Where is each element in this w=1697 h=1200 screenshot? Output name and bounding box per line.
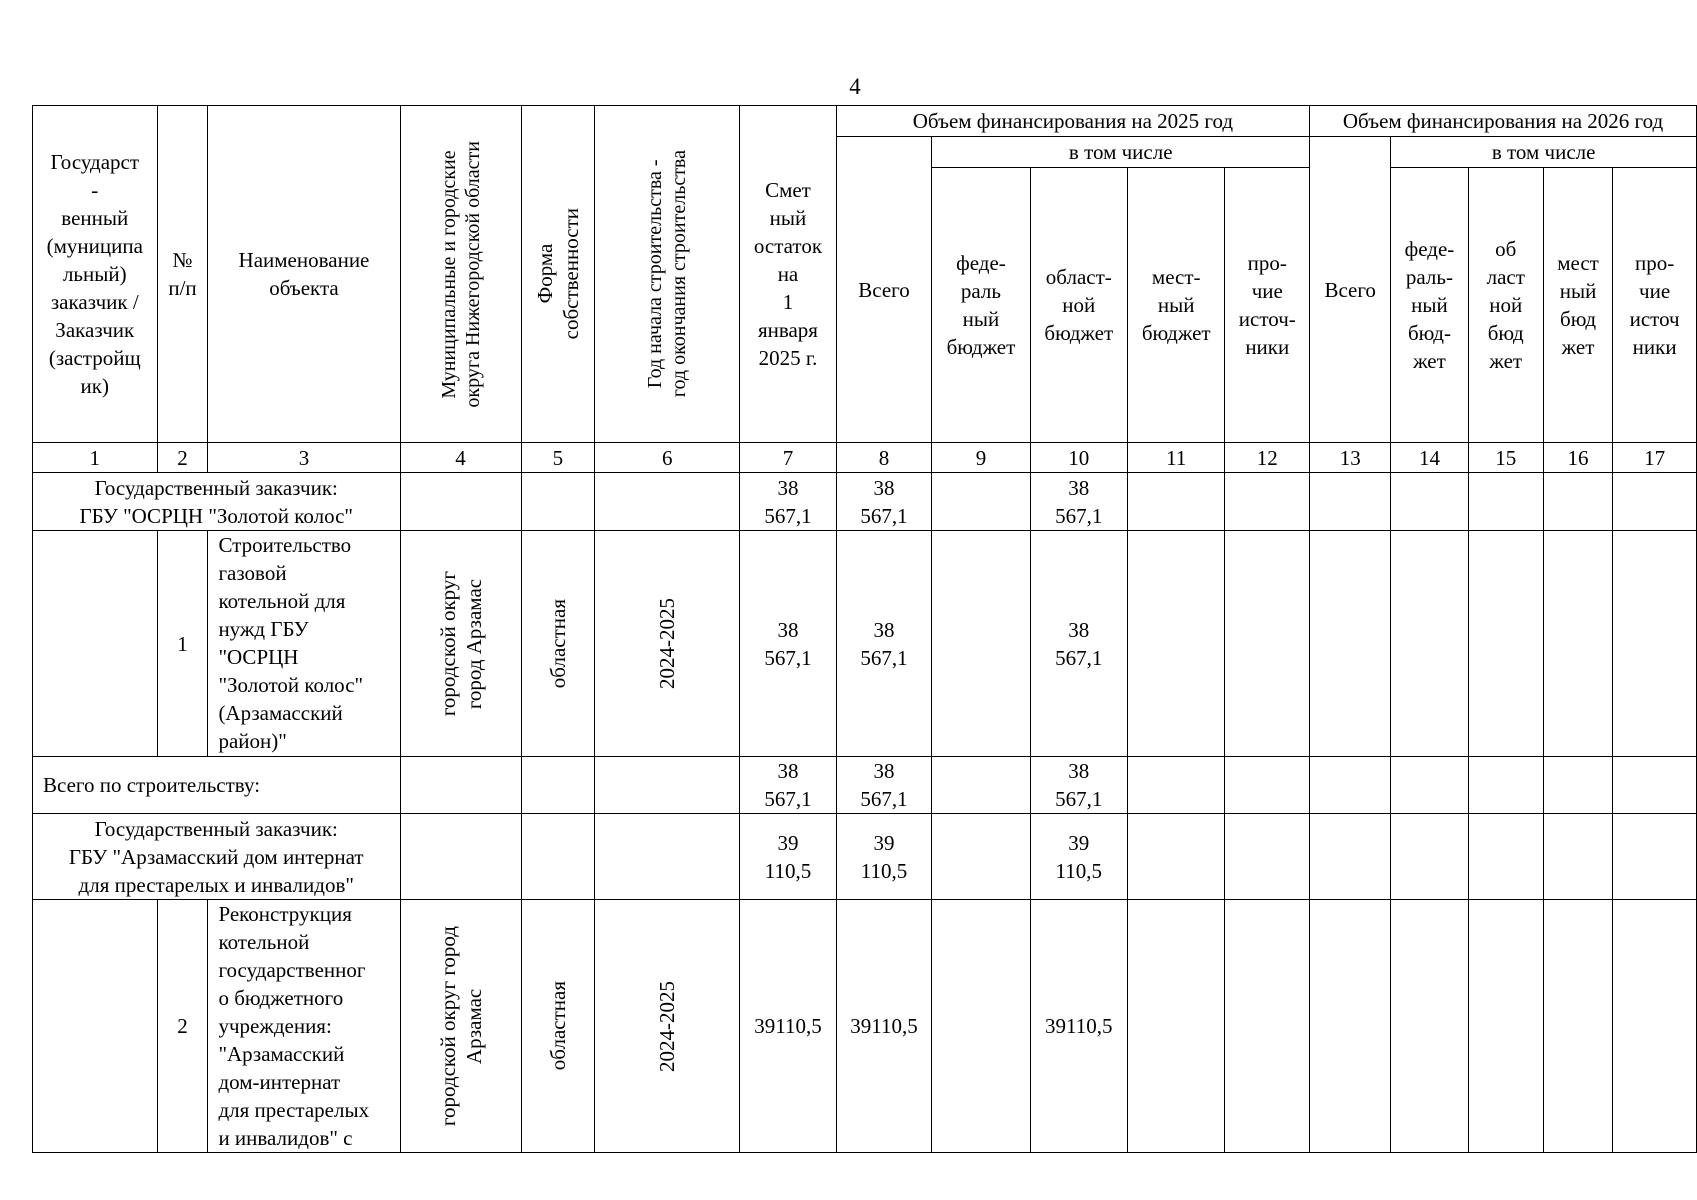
table-row-object — [33, 531, 1697, 757]
header-years — [595, 106, 740, 443]
empty-cell — [932, 814, 1030, 900]
municipality-text: городской округ город Арзамас — [435, 925, 486, 1127]
empty-cell — [595, 473, 740, 531]
municipality-cell — [400, 900, 521, 1153]
header-object-name: Наименование объекта — [208, 106, 400, 443]
column-number: 9 — [932, 443, 1030, 473]
row-number: 1 — [157, 531, 208, 757]
customer-label: Государственный заказчик: ГБУ "Арзамасский дом интернат для престарелых и инвалидов" — [33, 814, 401, 900]
municipality-cell — [400, 531, 521, 757]
empty-cell — [1310, 531, 1391, 757]
regional-2025-cell: 38 567,1 — [1030, 473, 1127, 531]
empty-cell — [1468, 814, 1543, 900]
header-funding-2026: Объем финансирования на 2026 год — [1310, 106, 1697, 137]
table-row-customer — [33, 814, 1697, 900]
years-cell — [595, 531, 740, 757]
empty-cell — [1128, 900, 1225, 1153]
empty-cell — [1225, 757, 1310, 814]
header-municipality-text: Муниципальные и городские округа Нижегородской области — [437, 140, 484, 408]
empty-cell — [1613, 473, 1697, 531]
empty-cell — [1391, 900, 1468, 1153]
header-federal-2025: феде- раль ный бюджет — [932, 168, 1030, 443]
empty-cell — [1128, 473, 1225, 531]
header-regional-2025: област- ной бюджет — [1030, 168, 1127, 443]
empty-cell — [932, 757, 1030, 814]
empty-cell — [400, 473, 521, 531]
header-years-text: Год начала строительства - год окончания строительства — [644, 150, 691, 398]
total-2025-cell: 39110,5 — [836, 900, 932, 1153]
regional-2025-cell: 38 567,1 — [1030, 757, 1127, 814]
empty-cell — [400, 757, 521, 814]
empty-cell — [1391, 814, 1468, 900]
empty-cell — [1310, 814, 1391, 900]
empty-cell — [1391, 531, 1468, 757]
empty-cell — [595, 814, 740, 900]
empty-cell — [1613, 531, 1697, 757]
column-number: 16 — [1543, 443, 1612, 473]
header-local-2025: мест- ный бюджет — [1128, 168, 1225, 443]
header-num: № п/п — [157, 106, 208, 443]
column-number: 5 — [521, 443, 595, 473]
object-name: Реконструкция котельной государственног о бюджетного учреждения: "Арзамасский дом-интернат для престарелых и инвалидов" с — [208, 900, 400, 1153]
empty-cell — [1310, 757, 1391, 814]
total-label: Всего по строительству: — [33, 757, 401, 814]
empty-cell — [1543, 900, 1612, 1153]
table-row-customer — [33, 473, 1697, 531]
column-number: 13 — [1310, 443, 1391, 473]
page-number: 4 — [849, 74, 861, 99]
header-federal-2026: феде- раль- ный бюд- жет — [1391, 168, 1468, 443]
column-number: 11 — [1128, 443, 1225, 473]
empty-cell — [932, 473, 1030, 531]
column-number: 6 — [595, 443, 740, 473]
empty-cell — [1310, 473, 1391, 531]
total-2025-cell: 39 110,5 — [836, 814, 932, 900]
header-other-2025: про- чие источ- ники — [1225, 168, 1310, 443]
empty-cell — [1543, 473, 1612, 531]
column-numbers-row — [33, 443, 1697, 473]
empty-cell — [1468, 473, 1543, 531]
empty-cell — [1128, 814, 1225, 900]
empty-cell — [1468, 900, 1543, 1153]
empty-cell — [521, 757, 595, 814]
column-number: 7 — [740, 443, 837, 473]
empty-cell — [1468, 531, 1543, 757]
header-funding-2025: Объем финансирования на 2025 год — [836, 106, 1309, 137]
column-number: 15 — [1468, 443, 1543, 473]
column-number: 3 — [208, 443, 400, 473]
estimate-cell: 39 110,5 — [740, 814, 837, 900]
estimate-cell: 39110,5 — [740, 900, 837, 1153]
empty-cell — [1225, 531, 1310, 757]
empty-cell — [521, 814, 595, 900]
investment-table — [32, 105, 1697, 1153]
estimate-cell: 38 567,1 — [740, 531, 837, 757]
column-number: 1 — [33, 443, 158, 473]
column-number: 8 — [836, 443, 932, 473]
ownership-cell — [521, 531, 595, 757]
empty-cell — [1468, 757, 1543, 814]
header-total-2026: Всего — [1310, 137, 1391, 443]
empty-cell — [1391, 473, 1468, 531]
empty-cell — [1543, 814, 1612, 900]
empty-cell — [1225, 473, 1310, 531]
regional-2025-cell: 39110,5 — [1030, 900, 1127, 1153]
empty-cell — [33, 900, 158, 1153]
object-name: Строительство газовой котельной для нужд ГБУ "ОСРЦН "Золотой колос" (Арзамасский район)" — [208, 531, 400, 757]
header-estimate: Смет ный остаток на 1 января 2025 г. — [740, 106, 837, 443]
empty-cell — [33, 531, 158, 757]
table-row-object — [33, 900, 1697, 1153]
header-including-2026: в том числе — [1391, 137, 1697, 168]
column-number: 14 — [1391, 443, 1468, 473]
column-number: 10 — [1030, 443, 1127, 473]
ownership-text: областная — [545, 598, 570, 689]
total-2025-cell: 38 567,1 — [836, 757, 932, 814]
total-2025-cell: 38 567,1 — [836, 473, 932, 531]
ownership-text: областная — [545, 981, 570, 1071]
empty-cell — [1391, 757, 1468, 814]
empty-cell — [1543, 757, 1612, 814]
header-regional-2026: об ласт ной бюд жет — [1468, 168, 1543, 443]
empty-cell — [1543, 531, 1612, 757]
header-including-2025: в том числе — [932, 137, 1310, 168]
empty-cell — [1128, 757, 1225, 814]
estimate-cell: 38 567,1 — [740, 473, 837, 531]
years-cell — [595, 900, 740, 1153]
empty-cell — [400, 814, 521, 900]
header-municipality — [400, 106, 521, 443]
header-ownership — [521, 106, 595, 443]
empty-cell — [1613, 814, 1697, 900]
regional-2025-cell: 38 567,1 — [1030, 531, 1127, 757]
empty-cell — [1128, 531, 1225, 757]
column-number: 12 — [1225, 443, 1310, 473]
header-ownership-text: Форма собственности — [532, 208, 583, 340]
years-text: 2024-2025 — [655, 598, 680, 689]
column-number: 4 — [400, 443, 521, 473]
header-row-1 — [33, 106, 1697, 137]
header-total-2025: Всего — [836, 137, 932, 443]
ownership-cell — [521, 900, 595, 1153]
years-text: 2024-2025 — [655, 980, 680, 1072]
header-customer: Государст - венный (муниципа льный) заказчик / Заказчик (застройщ ик) — [33, 106, 158, 443]
header-other-2026: про- чие источ ники — [1613, 168, 1697, 443]
empty-cell — [932, 531, 1030, 757]
empty-cell — [1225, 814, 1310, 900]
regional-2025-cell: 39 110,5 — [1030, 814, 1127, 900]
total-2025-cell: 38 567,1 — [836, 531, 932, 757]
empty-cell — [1310, 900, 1391, 1153]
column-number: 2 — [157, 443, 208, 473]
header-local-2026: мест ный бюд жет — [1543, 168, 1612, 443]
estimate-cell: 38 567,1 — [740, 757, 837, 814]
empty-cell — [595, 757, 740, 814]
municipality-text: городской округ город Арзамас — [435, 570, 486, 717]
row-number: 2 — [157, 900, 208, 1153]
customer-label: Государственный заказчик: ГБУ "ОСРЦН "Золотой колос" — [33, 473, 401, 531]
empty-cell — [932, 900, 1030, 1153]
empty-cell — [521, 473, 595, 531]
empty-cell — [1613, 757, 1697, 814]
empty-cell — [1613, 900, 1697, 1153]
empty-cell — [1225, 900, 1310, 1153]
table-row-total — [33, 757, 1697, 814]
column-number: 17 — [1613, 443, 1697, 473]
